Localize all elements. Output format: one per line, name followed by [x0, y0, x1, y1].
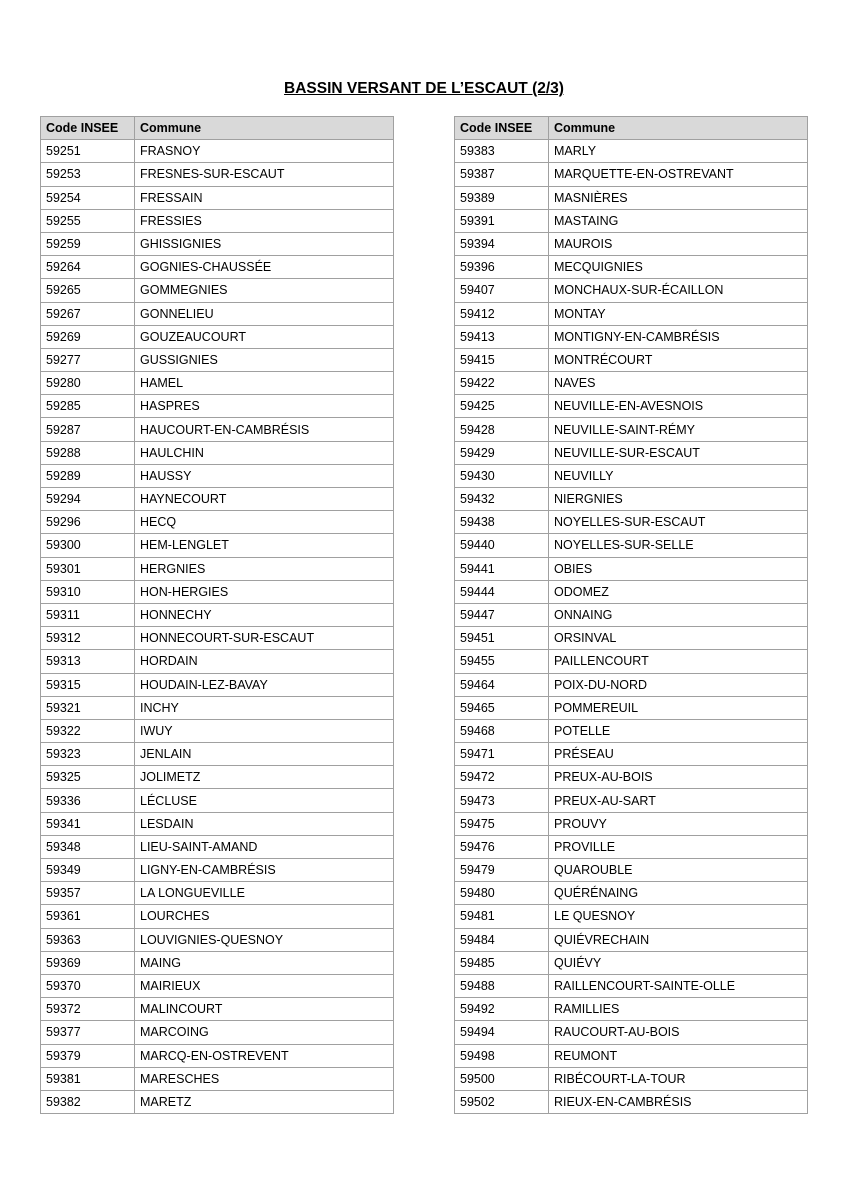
commune-cell: LOURCHES — [135, 905, 394, 928]
table-row — [41, 882, 394, 905]
table-row — [455, 464, 808, 487]
code-insee-cell: 59464 — [455, 673, 549, 696]
commune-cell: PREUX-AU-BOIS — [549, 766, 808, 789]
table-row — [455, 488, 808, 511]
table-row — [455, 835, 808, 858]
code-insee-cell: 59391 — [455, 209, 549, 232]
code-insee-cell: 59288 — [41, 441, 135, 464]
commune-cell: ORSINVAL — [549, 627, 808, 650]
table-row — [455, 580, 808, 603]
code-insee-cell: 59323 — [41, 743, 135, 766]
commune-cell: GOMMEGNIES — [135, 279, 394, 302]
commune-cell: PROUVY — [549, 812, 808, 835]
table-row — [455, 951, 808, 974]
commune-cell: ODOMEZ — [549, 580, 808, 603]
table-row — [41, 186, 394, 209]
commune-cell: MECQUIGNIES — [549, 256, 808, 279]
table-row — [455, 302, 808, 325]
commune-cell: MAUROIS — [549, 232, 808, 255]
code-insee-cell: 59251 — [41, 140, 135, 163]
table-row — [455, 534, 808, 557]
table-row — [455, 719, 808, 742]
commune-cell: HECQ — [135, 511, 394, 534]
code-insee-cell: 59438 — [455, 511, 549, 534]
code-insee-cell: 59294 — [41, 488, 135, 511]
commune-cell: IWUY — [135, 719, 394, 742]
commune-cell: LESDAIN — [135, 812, 394, 835]
commune-cell: RIEUX-EN-CAMBRÉSIS — [549, 1090, 808, 1113]
code-insee-cell: 59301 — [41, 557, 135, 580]
commune-cell: OBIES — [549, 557, 808, 580]
table-row — [41, 557, 394, 580]
commune-cell: HONNECHY — [135, 603, 394, 626]
code-insee-cell: 59455 — [455, 650, 549, 673]
code-insee-cell: 59473 — [455, 789, 549, 812]
column-header-code-insee: Code INSEE — [455, 117, 549, 140]
commune-cell: NIERGNIES — [549, 488, 808, 511]
table-row — [455, 557, 808, 580]
code-insee-cell: 59432 — [455, 488, 549, 511]
commune-cell: QUIÉVY — [549, 951, 808, 974]
commune-cell: HERGNIES — [135, 557, 394, 580]
code-insee-cell: 59372 — [41, 998, 135, 1021]
commune-cell: POIX-DU-NORD — [549, 673, 808, 696]
code-insee-cell: 59480 — [455, 882, 549, 905]
code-insee-cell: 59325 — [41, 766, 135, 789]
code-insee-cell: 59447 — [455, 603, 549, 626]
code-insee-cell: 59428 — [455, 418, 549, 441]
commune-cell: POMMEREUIL — [549, 696, 808, 719]
commune-cell: HAUSSY — [135, 464, 394, 487]
table-row — [41, 534, 394, 557]
code-insee-cell: 59387 — [455, 163, 549, 186]
table-row — [41, 603, 394, 626]
commune-cell: LIEU-SAINT-AMAND — [135, 835, 394, 858]
code-insee-cell: 59468 — [455, 719, 549, 742]
code-insee-cell: 59382 — [41, 1090, 135, 1113]
code-insee-cell: 59492 — [455, 998, 549, 1021]
table-row — [455, 140, 808, 163]
table-row — [455, 859, 808, 882]
commune-cell: MARETZ — [135, 1090, 394, 1113]
table-row — [41, 789, 394, 812]
table-row — [41, 140, 394, 163]
code-insee-cell: 59348 — [41, 835, 135, 858]
code-insee-cell: 59389 — [455, 186, 549, 209]
code-insee-cell: 59312 — [41, 627, 135, 650]
table-row — [41, 905, 394, 928]
commune-cell: ONNAING — [549, 603, 808, 626]
code-insee-cell: 59315 — [41, 673, 135, 696]
code-insee-cell: 59383 — [455, 140, 549, 163]
commune-cell: HON-HERGIES — [135, 580, 394, 603]
commune-cell: FRESNES-SUR-ESCAUT — [135, 163, 394, 186]
commune-cell: MARCQ-EN-OSTREVENT — [135, 1044, 394, 1067]
code-insee-cell: 59422 — [455, 372, 549, 395]
code-insee-cell: 59481 — [455, 905, 549, 928]
commune-cell: NEUVILLE-EN-AVESNOIS — [549, 395, 808, 418]
code-insee-cell: 59287 — [41, 418, 135, 441]
code-insee-cell: 59430 — [455, 464, 549, 487]
commune-cell: MARLY — [549, 140, 808, 163]
column-header-commune: Commune — [549, 117, 808, 140]
table-row — [41, 441, 394, 464]
commune-cell: MONCHAUX-SUR-ÉCAILLON — [549, 279, 808, 302]
code-insee-cell: 59502 — [455, 1090, 549, 1113]
commune-cell: HOUDAIN-LEZ-BAVAY — [135, 673, 394, 696]
code-insee-cell: 59253 — [41, 163, 135, 186]
table-row — [41, 209, 394, 232]
commune-cell: LA LONGUEVILLE — [135, 882, 394, 905]
code-insee-cell: 59349 — [41, 859, 135, 882]
table-header-row — [455, 117, 808, 140]
commune-cell: GOUZEAUCOURT — [135, 325, 394, 348]
table-row — [455, 372, 808, 395]
code-insee-cell: 59336 — [41, 789, 135, 812]
commune-cell: GONNELIEU — [135, 302, 394, 325]
commune-cell: PREUX-AU-SART — [549, 789, 808, 812]
commune-cell: PRÉSEAU — [549, 743, 808, 766]
commune-cell: LÉCLUSE — [135, 789, 394, 812]
commune-cell: GOGNIES-CHAUSSÉE — [135, 256, 394, 279]
table-row — [455, 348, 808, 371]
communes-table-right — [454, 116, 808, 1114]
table-row — [41, 302, 394, 325]
table-row — [41, 372, 394, 395]
commune-cell: MARQUETTE-EN-OSTREVANT — [549, 163, 808, 186]
commune-cell: HAULCHIN — [135, 441, 394, 464]
code-insee-cell: 59310 — [41, 580, 135, 603]
table-row — [41, 1067, 394, 1090]
code-insee-cell: 59254 — [41, 186, 135, 209]
commune-cell: QUÉRÉNAING — [549, 882, 808, 905]
table-row — [41, 951, 394, 974]
table-row — [41, 279, 394, 302]
commune-cell: RIBÉCOURT-LA-TOUR — [549, 1067, 808, 1090]
code-insee-cell: 59322 — [41, 719, 135, 742]
commune-cell: FRESSIES — [135, 209, 394, 232]
commune-cell: INCHY — [135, 696, 394, 719]
code-insee-cell: 59465 — [455, 696, 549, 719]
code-insee-cell: 59269 — [41, 325, 135, 348]
table-row — [41, 1090, 394, 1113]
code-insee-cell: 59381 — [41, 1067, 135, 1090]
table-row — [41, 812, 394, 835]
code-insee-cell: 59485 — [455, 951, 549, 974]
code-insee-cell: 59494 — [455, 1021, 549, 1044]
commune-cell: GHISSIGNIES — [135, 232, 394, 255]
code-insee-cell: 59396 — [455, 256, 549, 279]
code-insee-cell: 59361 — [41, 905, 135, 928]
code-insee-cell: 59476 — [455, 835, 549, 858]
code-insee-cell: 59357 — [41, 882, 135, 905]
commune-cell: HAMEL — [135, 372, 394, 395]
table-row — [455, 743, 808, 766]
commune-cell: GUSSIGNIES — [135, 348, 394, 371]
code-insee-cell: 59488 — [455, 974, 549, 997]
commune-cell: MAING — [135, 951, 394, 974]
commune-cell: NOYELLES-SUR-ESCAUT — [549, 511, 808, 534]
table-row — [41, 1044, 394, 1067]
table-row — [41, 743, 394, 766]
code-insee-cell: 59444 — [455, 580, 549, 603]
commune-cell: RAILLENCOURT-SAINTE-OLLE — [549, 974, 808, 997]
commune-cell: NAVES — [549, 372, 808, 395]
code-insee-cell: 59498 — [455, 1044, 549, 1067]
table-row — [41, 974, 394, 997]
table-row — [455, 279, 808, 302]
commune-cell: HEM-LENGLET — [135, 534, 394, 557]
table-row — [455, 789, 808, 812]
table-row — [455, 256, 808, 279]
table-row — [41, 348, 394, 371]
table-row — [455, 1090, 808, 1113]
table-row — [455, 650, 808, 673]
table-row — [455, 627, 808, 650]
code-insee-cell: 59264 — [41, 256, 135, 279]
code-insee-cell: 59341 — [41, 812, 135, 835]
table-row — [455, 696, 808, 719]
table-row — [455, 766, 808, 789]
commune-cell: JOLIMETZ — [135, 766, 394, 789]
table-row — [455, 905, 808, 928]
table-row — [455, 1044, 808, 1067]
code-insee-cell: 59313 — [41, 650, 135, 673]
table-row — [455, 511, 808, 534]
table-row — [41, 488, 394, 511]
table-row — [455, 1021, 808, 1044]
code-insee-cell: 59441 — [455, 557, 549, 580]
code-insee-cell: 59394 — [455, 232, 549, 255]
code-insee-cell: 59300 — [41, 534, 135, 557]
table-row — [41, 928, 394, 951]
table-row — [41, 395, 394, 418]
table-row — [455, 163, 808, 186]
code-insee-cell: 59440 — [455, 534, 549, 557]
code-insee-cell: 59267 — [41, 302, 135, 325]
commune-cell: LOUVIGNIES-QUESNOY — [135, 928, 394, 951]
commune-cell: HORDAIN — [135, 650, 394, 673]
code-insee-cell: 59311 — [41, 603, 135, 626]
commune-cell: MALINCOURT — [135, 998, 394, 1021]
table-row — [455, 882, 808, 905]
page-title: BASSIN VERSANT DE L’ESCAUT (2/3) — [284, 80, 564, 97]
table-row — [41, 256, 394, 279]
commune-cell: NEUVILLY — [549, 464, 808, 487]
table-row — [455, 974, 808, 997]
commune-cell: LIGNY-EN-CAMBRÉSIS — [135, 859, 394, 882]
code-insee-cell: 59277 — [41, 348, 135, 371]
table-row — [41, 696, 394, 719]
table-row — [41, 511, 394, 534]
commune-cell: MONTAY — [549, 302, 808, 325]
table-row — [41, 719, 394, 742]
table-row — [41, 1021, 394, 1044]
table-row — [455, 603, 808, 626]
commune-cell: HAUCOURT-EN-CAMBRÉSIS — [135, 418, 394, 441]
code-insee-cell: 59407 — [455, 279, 549, 302]
commune-cell: JENLAIN — [135, 743, 394, 766]
table-row — [41, 859, 394, 882]
table-row — [41, 998, 394, 1021]
code-insee-cell: 59369 — [41, 951, 135, 974]
code-insee-cell: 59479 — [455, 859, 549, 882]
commune-cell: MARESCHES — [135, 1067, 394, 1090]
table-row — [455, 209, 808, 232]
table-row — [455, 441, 808, 464]
commune-cell: NEUVILLE-SUR-ESCAUT — [549, 441, 808, 464]
commune-cell: NOYELLES-SUR-SELLE — [549, 534, 808, 557]
commune-cell: PROVILLE — [549, 835, 808, 858]
code-insee-cell: 59289 — [41, 464, 135, 487]
commune-cell: LE QUESNOY — [549, 905, 808, 928]
commune-cell: MAIRIEUX — [135, 974, 394, 997]
code-insee-cell: 59321 — [41, 696, 135, 719]
commune-cell: POTELLE — [549, 719, 808, 742]
code-insee-cell: 59472 — [455, 766, 549, 789]
table-row — [41, 232, 394, 255]
table-row — [455, 1067, 808, 1090]
commune-cell: FRASNOY — [135, 140, 394, 163]
table-row — [455, 928, 808, 951]
table-row — [41, 835, 394, 858]
table-row — [455, 673, 808, 696]
commune-cell: FRESSAIN — [135, 186, 394, 209]
code-insee-cell: 59451 — [455, 627, 549, 650]
table-body-left — [41, 140, 394, 1114]
code-insee-cell: 59255 — [41, 209, 135, 232]
commune-cell: HAYNECOURT — [135, 488, 394, 511]
commune-cell: QUAROUBLE — [549, 859, 808, 882]
code-insee-cell: 59412 — [455, 302, 549, 325]
commune-cell: MONTRÉCOURT — [549, 348, 808, 371]
commune-cell: RAMILLIES — [549, 998, 808, 1021]
table-row — [455, 812, 808, 835]
table-row — [455, 418, 808, 441]
column-header-commune: Commune — [135, 117, 394, 140]
code-insee-cell: 59296 — [41, 511, 135, 534]
commune-cell: REUMONT — [549, 1044, 808, 1067]
commune-cell: QUIÉVRECHAIN — [549, 928, 808, 951]
commune-cell: PAILLENCOURT — [549, 650, 808, 673]
code-insee-cell: 59285 — [41, 395, 135, 418]
table-body-right — [455, 140, 808, 1114]
code-insee-cell: 59415 — [455, 348, 549, 371]
table-row — [455, 232, 808, 255]
table-row — [41, 627, 394, 650]
table-row — [41, 580, 394, 603]
code-insee-cell: 59471 — [455, 743, 549, 766]
code-insee-cell: 59280 — [41, 372, 135, 395]
table-row — [41, 464, 394, 487]
table-row — [41, 325, 394, 348]
table-row — [41, 766, 394, 789]
code-insee-cell: 59265 — [41, 279, 135, 302]
code-insee-cell: 59363 — [41, 928, 135, 951]
commune-cell: MONTIGNY-EN-CAMBRÉSIS — [549, 325, 808, 348]
table-row — [41, 418, 394, 441]
code-insee-cell: 59259 — [41, 232, 135, 255]
table-header-row — [41, 117, 394, 140]
commune-cell: HONNECOURT-SUR-ESCAUT — [135, 627, 394, 650]
code-insee-cell: 59500 — [455, 1067, 549, 1090]
column-header-code-insee: Code INSEE — [41, 117, 135, 140]
commune-cell: MARCOING — [135, 1021, 394, 1044]
commune-cell: HASPRES — [135, 395, 394, 418]
commune-cell: RAUCOURT-AU-BOIS — [549, 1021, 808, 1044]
table-row — [41, 650, 394, 673]
code-insee-cell: 59475 — [455, 812, 549, 835]
table-row — [41, 163, 394, 186]
commune-cell: NEUVILLE-SAINT-RÉMY — [549, 418, 808, 441]
table-row — [455, 395, 808, 418]
code-insee-cell: 59379 — [41, 1044, 135, 1067]
table-row — [455, 325, 808, 348]
code-insee-cell: 59413 — [455, 325, 549, 348]
code-insee-cell: 59429 — [455, 441, 549, 464]
commune-cell: MASTAING — [549, 209, 808, 232]
commune-cell: MASNIÈRES — [549, 186, 808, 209]
code-insee-cell: 59425 — [455, 395, 549, 418]
table-row — [41, 673, 394, 696]
communes-table-left — [40, 116, 394, 1114]
table-row — [455, 186, 808, 209]
table-row — [455, 998, 808, 1021]
code-insee-cell: 59370 — [41, 974, 135, 997]
code-insee-cell: 59377 — [41, 1021, 135, 1044]
code-insee-cell: 59484 — [455, 928, 549, 951]
